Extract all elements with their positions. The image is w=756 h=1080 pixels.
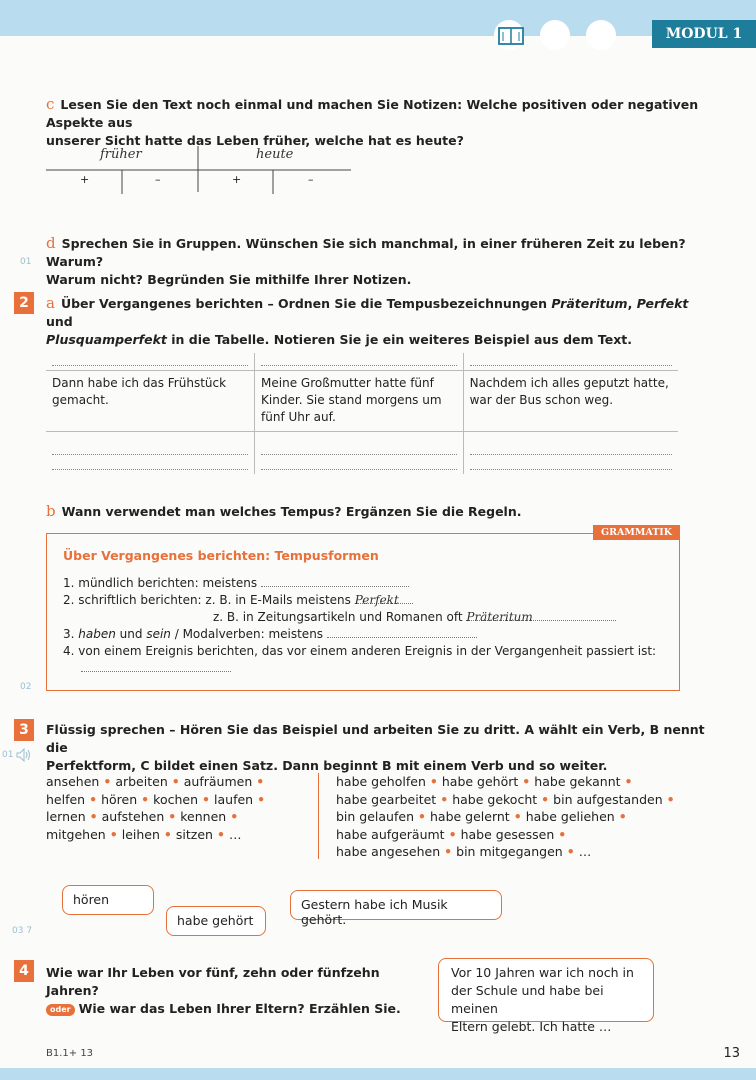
- header-bubble-decoration: [586, 20, 616, 50]
- perfekt-row: bin gelaufen • habe gelernt • habe geliehen •: [336, 809, 627, 824]
- perfekt-list: [336, 773, 679, 861]
- exercise-1d-instruction: d Sprechen Sie in Gruppen. Wünschen Sie sich manchmal, in einer früheren Zeit zu leben? Warum? Warum nicht? Begründen Sie mithilfe Ihrer Notizen.: [46, 234, 686, 287]
- exercise-2b-instruction: b Wann verwendet man welches Tempus? Ergänzen Sie die Regeln.: [46, 502, 522, 520]
- column-heute: heute: [256, 147, 294, 162]
- verb-list: [46, 773, 269, 843]
- perfekt-row: habe aufgeräumt • habe gesessen •: [336, 826, 567, 842]
- exercise-number-2: 2: [14, 292, 34, 314]
- answer-line[interactable]: [261, 357, 457, 366]
- rule-4-blank: [81, 660, 231, 676]
- answer-blank[interactable]: Perfekt: [355, 592, 413, 604]
- margin-code: 02: [20, 682, 32, 692]
- verb-row: mitgehen • leihen • sitzen • …: [46, 826, 242, 842]
- minus-sign: –: [308, 173, 314, 186]
- margin-code: 01: [2, 750, 14, 760]
- header-bubble-decoration: [540, 20, 570, 50]
- speech-bubble-example: Vor 10 Jahren war ich noch in der Schule und habe bei meinen Eltern gelebt. Ich hatte …: [438, 958, 654, 1022]
- exercise-number-4: 4: [14, 960, 34, 982]
- plus-sign: +: [232, 173, 242, 186]
- minus-sign: –: [155, 173, 161, 186]
- notes-table-frueher-heute: [46, 144, 356, 196]
- table-cell: Meine Großmutter hatte fünf Kinder. Sie stand morgens um fünf Uhr auf.: [255, 371, 464, 432]
- exercise-3-instruction: Flüssig sprechen – Hören Sie das Beispiel und arbeiten Sie zu dritt. A wählt ein Verb, B nennt die Perfektform, C bildet einen Satz. Dann beginnt B mit einem Verb und so weiter.: [46, 722, 705, 773]
- answer-blank[interactable]: [81, 660, 231, 672]
- exercise-1c-instruction: c Lesen Sie den Text noch einmal und machen Sie Notizen: Welche positiven oder negativen Aspekte aus unserer Sicht hatte das Leben früher, welche hat es heute?: [46, 95, 699, 148]
- book-icon: [498, 26, 524, 46]
- answer-line[interactable]: [261, 455, 457, 470]
- rule-2: 2. schriftlich berichten: z. B. in E-Mails meistens Perfekt: [63, 592, 413, 608]
- answer-line[interactable]: [470, 455, 672, 470]
- task-letter: a: [46, 294, 55, 312]
- margin-code: 03 7: [12, 926, 33, 936]
- column-divider: [318, 773, 319, 859]
- task-letter: c: [46, 95, 55, 113]
- grammar-label: GRAMMATIK: [593, 525, 680, 540]
- answer-line[interactable]: [52, 357, 248, 366]
- rule-4: 4. von einem Ereignis berichten, das vor einem anderen Ereignis in der Vergangenheit passiert ist:: [63, 644, 657, 658]
- verb-row: lernen • aufstehen • kennen •: [46, 809, 239, 824]
- tense-table: [46, 353, 678, 474]
- answer-line[interactable]: [261, 436, 457, 455]
- rule-3: 3. haben und sein / Modalverben: meistens: [63, 626, 477, 642]
- table-cell: Dann habe ich das Frühstück gemacht.: [52, 376, 227, 407]
- margin-code: 01: [20, 257, 32, 267]
- exercise-2a-instruction: a Über Vergangenes berichten – Ordnen Sie die Tempusbezeichnungen Präteritum, Perfekt und Plusquamperfekt in die Tabelle. Notieren Sie je ein weiteres Beispiel aus dem Text.: [46, 294, 689, 347]
- audio-icon[interactable]: [16, 748, 32, 762]
- bottom-color-band: [0, 1068, 756, 1080]
- answer-blank[interactable]: [327, 626, 477, 638]
- rule-2b: z. B. in Zeitungsartikeln und Romanen oft Präteritum: [213, 609, 616, 625]
- task-letter: d: [46, 234, 56, 252]
- exercise-4-instruction: Wie war Ihr Leben vor fünf, zehn oder fünfzehn Jahren? oder Wie war das Leben Ihrer Eltern? Erzählen Sie.: [46, 965, 401, 1016]
- exercise-number-3: 3: [14, 719, 34, 741]
- module-tab: MODUL 1: [652, 20, 756, 48]
- answer-line[interactable]: [470, 357, 672, 366]
- answer-line[interactable]: [52, 436, 248, 455]
- answer-line[interactable]: [52, 455, 248, 470]
- task-letter: b: [46, 502, 56, 520]
- perfekt-row: habe geholfen • habe gehört • habe gekannt •: [336, 774, 633, 789]
- grammar-box: [46, 527, 680, 691]
- verb-row: ansehen • arbeiten • aufräumen •: [46, 774, 265, 789]
- speech-bubble-sentence: Gestern habe ich Musik gehört.: [290, 890, 502, 920]
- oder-badge: oder: [46, 1004, 75, 1016]
- rule-1: 1. mündlich berichten: meistens: [63, 575, 409, 591]
- answer-blank[interactable]: [261, 575, 409, 587]
- grammar-title: Über Vergangenes berichten: Tempusformen: [63, 548, 379, 563]
- perfekt-row: habe gearbeitet • habe gekocht • bin aufgestanden •: [336, 791, 675, 807]
- top-color-band: [0, 0, 756, 36]
- column-frueher: früher: [100, 147, 142, 162]
- speech-bubble-verb: hören: [62, 885, 154, 915]
- answer-line[interactable]: [470, 436, 672, 455]
- footer-code: B1.1+ 13: [46, 1048, 94, 1059]
- verb-row: helfen • hören • kochen • laufen •: [46, 791, 266, 807]
- plus-sign: +: [80, 173, 90, 186]
- answer-blank[interactable]: Präteritum: [466, 609, 616, 621]
- table-cell: Nachdem ich alles geputzt hatte, war der Bus schon weg.: [463, 371, 678, 432]
- page-number: 13: [723, 1046, 740, 1061]
- speech-bubble-perfekt: habe gehört: [166, 906, 266, 936]
- perfekt-row: habe angesehen • bin mitgegangen • …: [336, 844, 592, 859]
